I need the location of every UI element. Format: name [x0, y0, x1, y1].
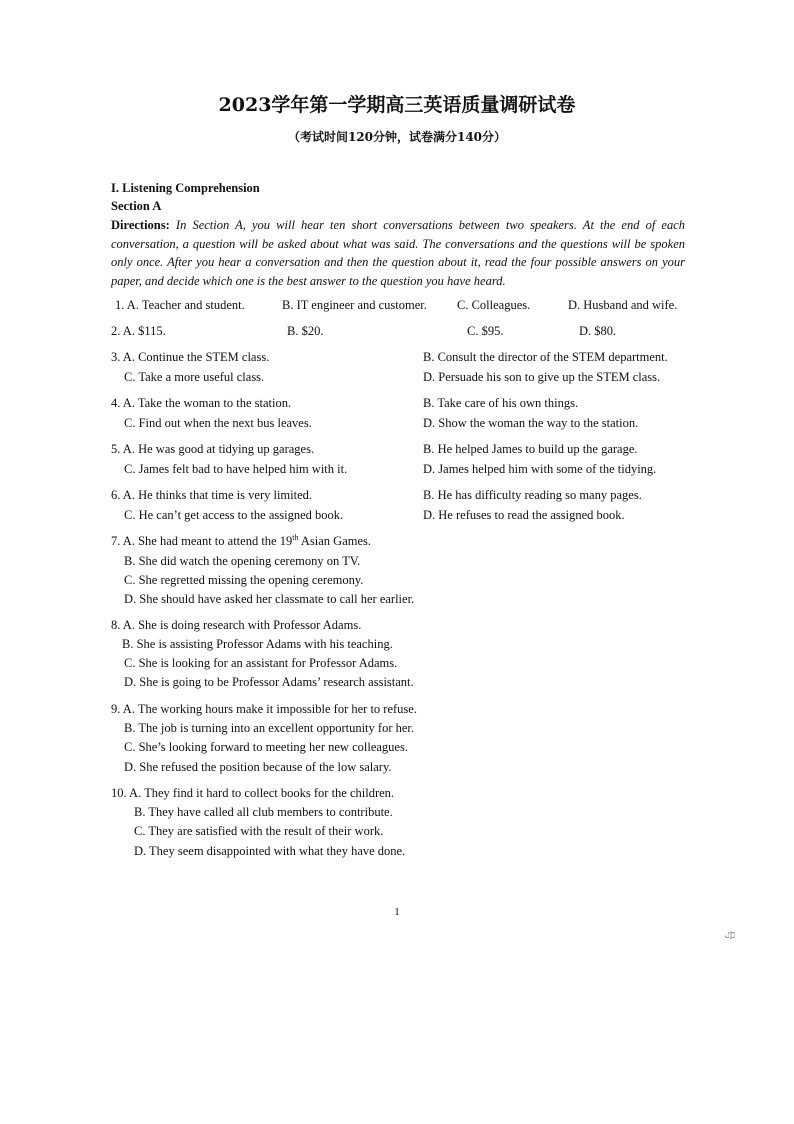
page-number: 1 [394, 906, 400, 918]
q9-option-d: D. She refused the position because of the low salary. [124, 760, 392, 774]
q10-option-a: 10. A. They find it hard to collect books for the children. [111, 786, 395, 800]
directions-label: Directions: [111, 218, 170, 232]
q8-option-c: C. She is looking for an assistant for Professor Adams. [124, 656, 398, 670]
q7-option-a-text: 7. A. She had meant to attend the 19 [111, 534, 293, 548]
q9-option-c: C. She’s looking forward to meeting her new colleagues. [124, 740, 408, 754]
q4-option-b: B. Take care of his own things. [423, 396, 579, 410]
q8-option-b: B. She is assisting Professor Adams with his teaching. [122, 637, 393, 651]
q2-option-d: D. $80. [579, 324, 617, 338]
q6-option-b: B. He has difficulty reading so many pages. [423, 488, 642, 502]
q4-option-c: C. Find out when the next bus leaves. [124, 416, 312, 430]
part-heading: I. Listening Comprehension [111, 181, 260, 195]
q5-option-a: 5. A. He was good at tidying up garages. [111, 442, 315, 456]
q5-option-d: D. James helped him with some of the tidying. [423, 462, 657, 476]
q1-option-b: B. IT engineer and customer. [282, 298, 427, 312]
q1-option-d: D. Husband and wife. [568, 298, 678, 312]
q7-option-b: B. She did watch the opening ceremony on TV. [124, 554, 361, 568]
q2-option-c: C. $95. [467, 324, 504, 338]
q6-option-d: D. He refuses to read the assigned book. [423, 508, 625, 522]
q6-option-a: 6. A. He thinks that time is very limited. [111, 488, 313, 502]
q5-option-c: C. James felt bad to have helped him with it. [124, 462, 348, 476]
q7-option-d: D. She should have asked her classmate to call her earlier. [124, 592, 415, 606]
q8-option-a: 8. A. She is doing research with Professor Adams. [111, 618, 362, 632]
q10-option-d: D. They seem disappointed with what they have done. [134, 844, 406, 858]
exam-title: 2023学年第一学期高三英语质量调研试卷 [218, 94, 576, 116]
q1-option-c: C. Colleagues. [457, 298, 531, 312]
q10-option-b: B. They have called all club members to contribute. [134, 805, 393, 819]
q3-option-b: B. Consult the director of the STEM department. [423, 350, 668, 364]
q7-option-c: C. She regretted missing the opening ceremony. [124, 573, 364, 587]
q4-option-d: D. Show the woman the way to the station. [423, 416, 639, 430]
q10-option-c: C. They are satisfied with the result of their work. [134, 824, 384, 838]
q2-option-a: 2. A. $115. [111, 324, 166, 338]
q4-option-a: 4. A. Take the woman to the station. [111, 396, 292, 410]
exam-subtitle: （考试时间120分钟，试卷满分140分） [287, 130, 507, 144]
q8-option-d: D. She is going to be Professor Adams’ research assistant. [124, 675, 414, 689]
q9-option-a: 9. A. The working hours make it impossible for her to refuse. [111, 702, 417, 716]
q6-option-c: C. He can’t get access to the assigned book. [124, 508, 344, 522]
q7-option-a-tail: Asian Games. [298, 534, 372, 548]
q9-option-b: B. The job is turning into an excellent opportunity for her. [124, 721, 414, 735]
q7-superscript: th [292, 532, 299, 542]
edge-mark: 号 [723, 930, 734, 940]
directions-text: In Section A, you will hear ten short conversations between two speakers. At the end of each conversation, a question will be asked about what was said. The conversations and the questions will be spoken only once. After you hear a conversation and then the question about it, read the four possible answers on your paper, and decide which one is the best answer to the question you have heard. [111, 218, 686, 288]
section-heading: Section A [111, 199, 162, 213]
q7-option-a [111, 532, 371, 551]
q5-option-b: B. He helped James to build up the garage. [423, 442, 638, 456]
directions-paragraph [111, 216, 685, 290]
q2-option-b: B. $20. [287, 324, 324, 338]
q1-option-a: 1. A. Teacher and student. [115, 298, 245, 312]
q3-option-a: 3. A. Continue the STEM class. [111, 350, 270, 364]
q3-option-d: D. Persuade his son to give up the STEM class. [423, 370, 661, 384]
q3-option-c: C. Take a more useful class. [124, 370, 265, 384]
